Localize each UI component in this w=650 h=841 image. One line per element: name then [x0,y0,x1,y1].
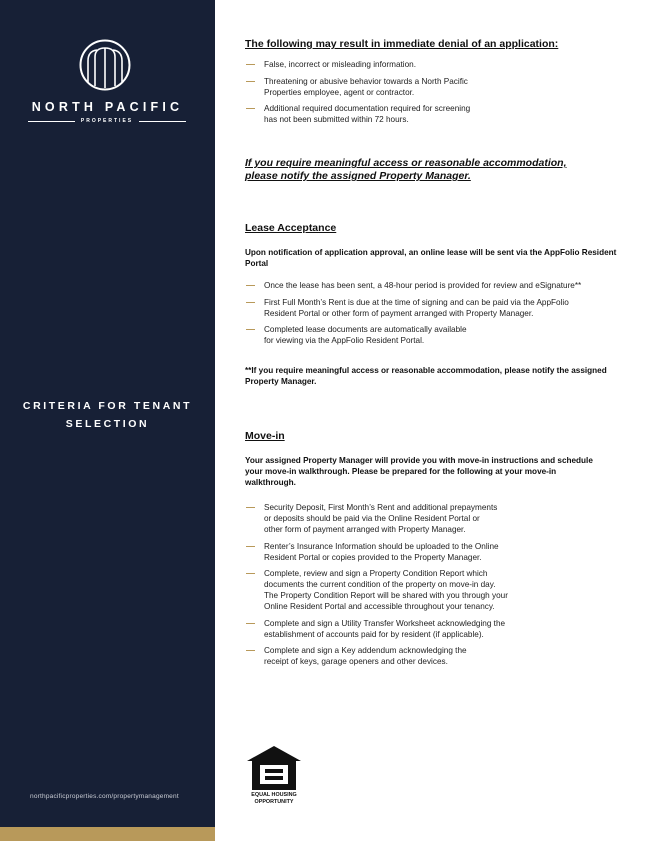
denial-heading: The following may result in immediate denial of an application: [245,38,559,50]
list-item: Complete, review and sign a Property Condition Report which documents the current condition of the property on move-in day. The Property Condition Report will be shared with you through your Online Resident Portal and accessible throughout your tenancy. [245,568,635,612]
dash-icon [246,546,255,547]
list-item: Complete and sign a Key addendum acknowledging the receipt of keys, garage openers and other devices. [245,645,635,667]
list-item: First Full Month’s Rent is due at the time of signing and can be paid via the AppFolio Resident Portal or other form of payment arranged with Property Manager. [245,297,635,319]
lease-list [245,280,635,352]
dash-icon [246,108,255,109]
brand-rule-right [139,121,186,122]
movein-heading: Move-in [245,430,285,442]
equal-housing-icon [246,745,302,791]
brand-sub: PROPERTIES [80,118,134,124]
list-item: Completed lease documents are automatically available for viewing via the AppFolio Resident Portal. [245,324,635,346]
criteria-title-line2: SELECTION [65,418,150,430]
dash-icon [246,650,255,651]
list-item: Renter’s Insurance Information should be uploaded to the Online Resident Portal or copies provided to the Property Manager. [245,541,635,563]
lease-heading: Lease Acceptance [245,222,337,234]
list-item: Additional required documentation required for screening has not been submitted within 72 hours. [245,103,635,125]
denial-list [245,59,635,131]
brand-sub-row [28,116,186,126]
dash-icon [246,81,255,82]
accommodation-note: If you require meaningful access or reasonable accommodation, please notify the assigned Property Manager. [245,157,567,182]
brand-rule-left [28,121,75,122]
dash-icon [246,302,255,303]
dash-icon [246,573,255,574]
movein-list [245,502,635,673]
list-item: Complete and sign a Utility Transfer Worksheet acknowledging the establishment of accounts paid for by resident (if applicable). [245,618,635,640]
building-arches-icon [79,39,131,91]
equal-housing-label: EQUAL HOUSING OPPORTUNITY [251,792,297,805]
dash-icon [246,329,255,330]
brand-name: NORTH PACIFIC [31,100,184,114]
website-link[interactable]: northpacificproperties.com/propertymanagement [30,793,179,800]
list-item: Threatening or abusive behavior towards a North Pacific Properties employee, agent or contractor. [245,76,635,98]
dash-icon [246,285,255,286]
dash-icon [246,623,255,624]
movein-intro: Your assigned Property Manager will provide you with move-in instructions and schedule your move-in walkthrough. Please be prepared for the following at your move-in walkthrough. [245,456,593,487]
dash-icon [246,507,255,508]
lease-intro: Upon notification of application approval, an online lease will be sent via the AppFolio Resident Portal [245,248,617,268]
list-item: False, incorrect or misleading information. [245,59,635,70]
list-item: Once the lease has been sent, a 48-hour period is provided for review and eSignature** [245,280,635,291]
gold-accent-strip [0,827,215,841]
dash-icon [246,64,255,65]
criteria-title [0,397,215,433]
lease-footnote: **If you require meaningful access or reasonable accommodation, please notify the assigned Property Manager. [245,366,607,386]
criteria-title-line1: CRITERIA FOR TENANT [22,400,193,412]
list-item: Security Deposit, First Month’s Rent and additional prepayments or deposits should be paid via the Online Resident Portal or other form of payment arranged with Property Manager. [245,502,635,535]
